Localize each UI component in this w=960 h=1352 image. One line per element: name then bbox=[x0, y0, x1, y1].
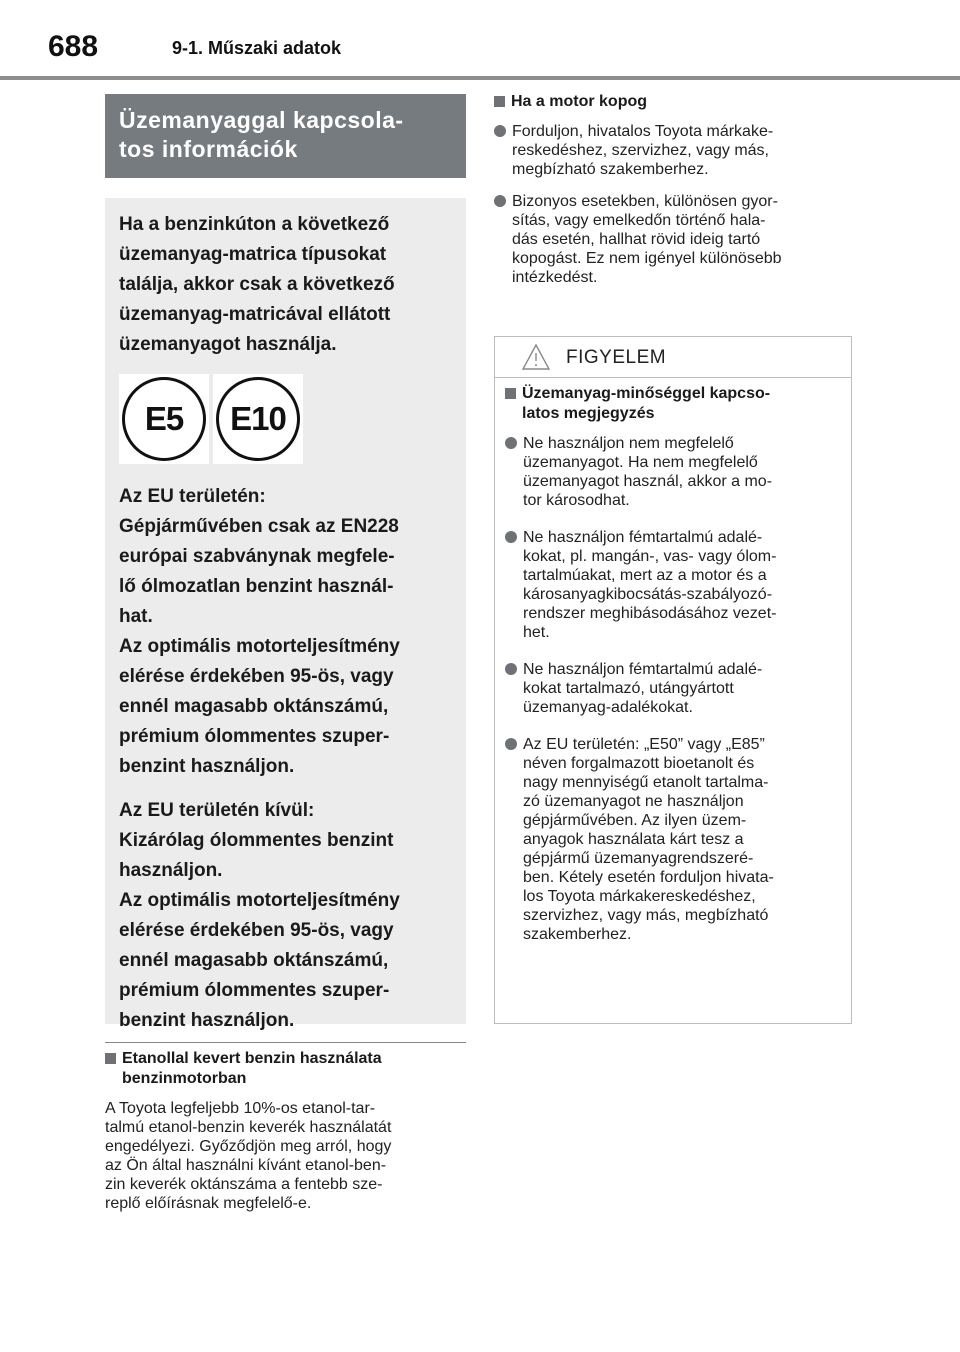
list-item bbox=[494, 122, 854, 179]
text-line: Ne használjon fémtartalmú adalé- bbox=[523, 661, 763, 678]
warning-title: FIGYELEM bbox=[566, 347, 667, 368]
text-line: A Toyota legfeljebb 10%-os etanol-tar- bbox=[105, 1100, 376, 1117]
right-column bbox=[494, 92, 854, 287]
bullet-dot-icon bbox=[494, 195, 506, 207]
page-header bbox=[0, 0, 960, 80]
title-line: Üzemanyaggal kapcsola- bbox=[119, 107, 404, 133]
text-line: Ne használjon fémtartalmú adalé- bbox=[523, 529, 763, 546]
header-divider bbox=[0, 76, 960, 80]
text-line: üzemanyag-matrica típusokat bbox=[119, 244, 387, 265]
text-line: szervizhez, vagy más, megbízható bbox=[523, 907, 769, 924]
fuel-stickers bbox=[119, 374, 452, 464]
warning-heading-text bbox=[522, 384, 770, 424]
text-line: az Ön által használni kívánt etanol-ben- bbox=[105, 1157, 387, 1174]
warning-triangle-icon bbox=[521, 343, 551, 371]
text-line: használjon. bbox=[119, 860, 223, 881]
text-line: het. bbox=[523, 624, 550, 641]
text-line: üzemanyag-matricával ellátott bbox=[119, 304, 391, 325]
text-line: megbízható szakemberhez. bbox=[512, 161, 709, 178]
square-bullet-icon bbox=[505, 388, 516, 399]
list-item bbox=[505, 735, 841, 944]
title-line: tos információk bbox=[119, 136, 298, 162]
e10-label: E10 bbox=[216, 377, 300, 461]
text-line: sítás, vagy emelkedőn történő hala- bbox=[512, 212, 766, 229]
e10-sticker bbox=[213, 374, 303, 464]
text-line: hat. bbox=[119, 606, 153, 627]
text-line: Az EU területén: „E50” vagy „E85” bbox=[523, 736, 765, 753]
text-line: anyagok használata kárt tesz a bbox=[523, 831, 744, 848]
bullet-dot-icon bbox=[505, 738, 517, 750]
text-line: kokat tartalmazó, utángyártott bbox=[523, 680, 734, 697]
bullet-dot-icon bbox=[505, 663, 517, 675]
square-bullet-icon bbox=[105, 1053, 116, 1064]
text-line: Az optimális motorteljesítmény bbox=[119, 636, 400, 657]
text-line: Etanollal kevert benzin használata bbox=[122, 1050, 382, 1067]
text-line: Forduljon, hivatalos Toyota márkake- bbox=[512, 123, 774, 140]
text-line: Gépjárművében csak az EN228 bbox=[119, 516, 399, 537]
text-line: európai szabványnak megfele- bbox=[119, 546, 395, 567]
intro-text bbox=[119, 210, 452, 360]
ethanol-heading bbox=[105, 1042, 466, 1089]
text-line: nagy mennyiségű etanolt tartalma- bbox=[523, 774, 769, 791]
text-line: dás esetén, hallhat rövid ideig tartó bbox=[512, 231, 761, 248]
list-item bbox=[505, 434, 841, 510]
text-line: kokat, pl. mangán-, vas- vagy ólom- bbox=[523, 548, 777, 565]
text-line: tartalmúakat, mert az a motor és a bbox=[523, 567, 767, 584]
text-line: találja, akkor csak a következő bbox=[119, 274, 395, 295]
text-line: reskedéshez, szervizhez, vagy más, bbox=[512, 142, 769, 159]
fuel-info-box bbox=[105, 198, 466, 1031]
eu-text bbox=[119, 482, 452, 782]
text-line: rendszer meghibásodásához vezet- bbox=[523, 605, 777, 622]
text-line: Az EU területén kívül: bbox=[119, 800, 315, 821]
page-number: 688 bbox=[48, 30, 99, 63]
fuel-info-title bbox=[105, 94, 466, 178]
text-line: üzemanyagot használ, akkor a mo- bbox=[523, 473, 773, 490]
section-title: 9-1. Műszaki adatok bbox=[172, 38, 342, 58]
bullet-text bbox=[523, 434, 772, 510]
text-line: szakemberhez. bbox=[523, 926, 632, 943]
text-line: néven forgalmazott bioetanolt és bbox=[523, 755, 755, 772]
text-line: Üzemanyag-minőséggel kapcso- bbox=[522, 385, 771, 402]
bullet-dot-icon bbox=[494, 125, 506, 137]
knock-heading bbox=[494, 92, 854, 112]
bullet-dot-icon bbox=[505, 437, 517, 449]
text-line: üzemanyag-adalékokat. bbox=[523, 699, 693, 716]
warning-heading bbox=[505, 384, 841, 424]
text-line: Kizárólag ólommentes benzint bbox=[119, 830, 394, 851]
bullet-text bbox=[523, 528, 776, 642]
text-line: Ha a benzinkúton a következő bbox=[119, 214, 390, 235]
text-line: latos megjegyzés bbox=[522, 405, 655, 422]
text-line: elérése érdekében 95-ös, vagy bbox=[119, 666, 394, 687]
list-item bbox=[505, 528, 841, 642]
text-line: lő ólmozatlan benzint használ- bbox=[119, 576, 394, 597]
text-line: engedélyezi. Győződjön meg arról, hogy bbox=[105, 1138, 392, 1155]
text-line: elérése érdekében 95-ös, vagy bbox=[119, 920, 394, 941]
non-eu-text bbox=[119, 796, 452, 1036]
warning-box bbox=[494, 336, 852, 1024]
text-line: benzinmotorban bbox=[122, 1070, 247, 1087]
text-line: replő előírásnak megfelelő-e. bbox=[105, 1195, 312, 1212]
text-line: tor károsodhat. bbox=[523, 492, 630, 509]
text-line: talmú etanol-benzin keverék használatát bbox=[105, 1119, 392, 1136]
square-bullet-icon bbox=[494, 96, 505, 107]
text-line: üzemanyagot használja. bbox=[119, 334, 337, 355]
text-line: los Toyota márkakereskedéshez, bbox=[523, 888, 756, 905]
text-line: Ne használjon nem megfelelő bbox=[523, 435, 734, 452]
text-line: gépjárművében. Az ilyen üzem- bbox=[523, 812, 747, 829]
e5-label: E5 bbox=[122, 377, 206, 461]
text-line: ben. Kétely esetén forduljon hivata- bbox=[523, 869, 774, 886]
bullet-text bbox=[523, 660, 762, 717]
text-line: Bizonyos esetekben, különösen gyor- bbox=[512, 193, 778, 210]
text-line: zin keverék oktánszáma a fentebb sze- bbox=[105, 1176, 383, 1193]
text-line: gépjármű üzemanyagrendszeré- bbox=[523, 850, 754, 867]
text-line: intézkedést. bbox=[512, 269, 598, 286]
bullet-dot-icon bbox=[505, 531, 517, 543]
text-line: benzint használjon. bbox=[119, 1010, 295, 1031]
left-column bbox=[105, 94, 466, 1213]
list-item bbox=[494, 192, 854, 287]
text-line: ennél magasabb oktánszámú, bbox=[119, 696, 389, 717]
bullet-text bbox=[523, 735, 774, 944]
ethanol-text bbox=[105, 1099, 466, 1213]
text-line: Az optimális motorteljesítmény bbox=[119, 890, 400, 911]
text-line: benzint használjon. bbox=[119, 756, 295, 777]
knock-heading-text: Ha a motor kopog bbox=[511, 93, 648, 110]
bullet-text bbox=[512, 122, 773, 179]
ethanol-heading-text bbox=[122, 1049, 382, 1089]
text-line: ennél magasabb oktánszámú, bbox=[119, 950, 389, 971]
bullet-text bbox=[512, 192, 782, 287]
list-item bbox=[505, 660, 841, 717]
e5-sticker bbox=[119, 374, 209, 464]
text-line: üzemanyagot. Ha nem megfelelő bbox=[523, 454, 758, 471]
text-line: prémium ólommentes szuper- bbox=[119, 980, 390, 1001]
text-line: zó üzemanyagot ne használjon bbox=[523, 793, 744, 810]
warning-body bbox=[495, 378, 851, 944]
text-line: károsanyagkibocsátás-szabályozó- bbox=[523, 586, 773, 603]
text-line: Az EU területén: bbox=[119, 486, 266, 507]
text-line: prémium ólommentes szuper- bbox=[119, 726, 390, 747]
warning-header bbox=[495, 337, 851, 378]
text-line: kopogást. Ez nem igényel különösebb bbox=[512, 250, 782, 267]
